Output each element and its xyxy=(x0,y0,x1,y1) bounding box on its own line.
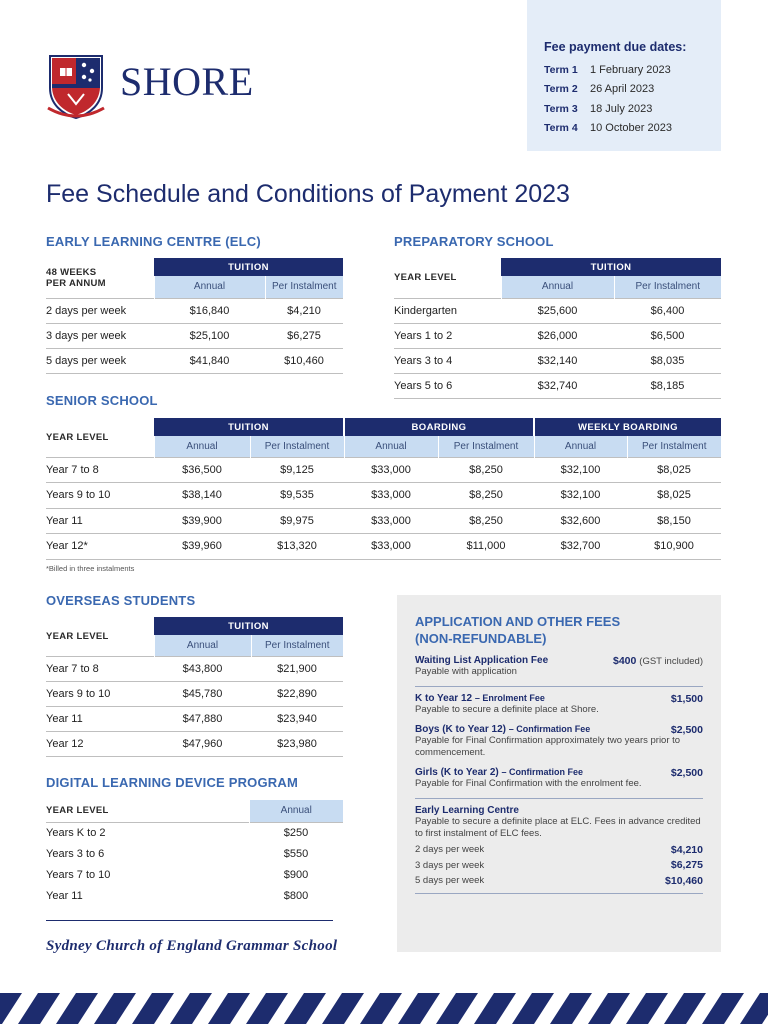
stripe xyxy=(474,993,516,1024)
annual-value: $32,140 xyxy=(501,348,614,373)
col-annual: Annual xyxy=(154,436,250,457)
table-row xyxy=(46,822,343,843)
col-annual: Annual xyxy=(249,800,343,822)
table-row xyxy=(46,323,343,348)
boarding-annual: $33,000 xyxy=(344,483,438,509)
due-dates-title: Fee payment due dates: xyxy=(544,40,687,54)
divider xyxy=(415,893,703,894)
instalment-value: $10,460 xyxy=(265,348,343,373)
application-fees-panel xyxy=(397,595,721,952)
annual-value: $250 xyxy=(249,822,343,843)
annual-value: $43,800 xyxy=(154,656,251,681)
table-row xyxy=(46,843,343,864)
digital-rowhead: YEAR LEVEL xyxy=(46,805,109,817)
stripe xyxy=(398,993,440,1024)
amount-value: $400 xyxy=(613,655,637,667)
decorative-stripes xyxy=(0,993,768,1024)
annual-value: $25,100 xyxy=(154,323,265,348)
fee-name xyxy=(415,767,703,778)
table-row xyxy=(46,681,343,706)
row-label: 5 days per week xyxy=(46,348,154,373)
col-per-instalment: Per Instalment xyxy=(627,436,721,457)
table-row xyxy=(46,457,721,483)
prep-heading: PREPARATORY SCHOOL xyxy=(394,234,554,249)
col-per-instalment: Per Instalment xyxy=(265,276,343,298)
tuition-annual: $36,500 xyxy=(154,457,250,483)
row-label: Year 12 xyxy=(46,731,154,756)
tuition-annual: $39,900 xyxy=(154,508,250,534)
boarding-instalment: $8,250 xyxy=(438,508,534,534)
row-label: Kindergarten xyxy=(394,298,501,323)
brand-name: SHORE xyxy=(120,59,254,104)
instalment-value: $8,185 xyxy=(614,373,721,398)
elc-fee-row xyxy=(415,842,703,858)
fee-title: Girls (K to Year 2) xyxy=(415,767,499,778)
elc-fee-row xyxy=(415,858,703,874)
rowhead-line: 48 WEEKS xyxy=(46,266,97,278)
stripe xyxy=(360,993,402,1024)
stripe xyxy=(208,993,250,1024)
overseas-fee-table xyxy=(46,617,343,757)
table-row xyxy=(46,885,343,906)
fee-description: Payable with application xyxy=(415,666,517,677)
row-label: Years 9 to 10 xyxy=(46,483,154,509)
row-label: 3 days per week xyxy=(415,859,485,871)
fee-amount: $1,500 xyxy=(670,693,703,705)
instalment-value: $4,210 xyxy=(265,298,343,323)
instalment-value: $23,940 xyxy=(251,706,343,731)
term-label: Term 1 xyxy=(544,63,578,76)
divider xyxy=(46,920,333,921)
senior-footnote: *Billed in three instalments xyxy=(46,564,135,573)
row-label: 2 days per week xyxy=(415,844,485,856)
fee-amount: $2,500 xyxy=(670,724,703,736)
instalment-value: $23,980 xyxy=(251,731,343,756)
col-per-instalment: Per Instalment xyxy=(614,276,721,298)
waiting-list-fee xyxy=(415,655,703,678)
fee-name: Early Learning Centre xyxy=(415,805,519,816)
tuition-band: TUITION xyxy=(154,418,344,436)
stripe xyxy=(740,993,768,1024)
row-label: 2 days per week xyxy=(46,298,154,323)
tuition-instalment: $9,535 xyxy=(250,483,344,509)
instalment-value: $6,400 xyxy=(614,298,721,323)
col-annual: Annual xyxy=(154,276,265,298)
fee-name: Waiting List Application Fee xyxy=(415,655,549,666)
stripe xyxy=(246,993,288,1024)
row-label: Years 5 to 6 xyxy=(394,373,501,398)
due-date-row xyxy=(544,60,721,80)
table-row xyxy=(394,348,721,373)
col-annual: Annual xyxy=(154,635,251,656)
elc-heading: EARLY LEARNING CENTRE (ELC) xyxy=(46,234,261,249)
annual-value: $25,600 xyxy=(501,298,614,323)
row-label: Years K to 2 xyxy=(46,822,249,843)
weekly-instalment: $8,025 xyxy=(627,483,721,509)
row-label: 3 days per week xyxy=(46,323,154,348)
stripe xyxy=(550,993,592,1024)
col-per-instalment: Per Instalment xyxy=(250,436,344,457)
weekly-annual: $32,700 xyxy=(534,534,627,560)
prep-fee-table xyxy=(394,258,721,399)
term-date: 1 February 2023 xyxy=(590,63,671,76)
annual-value: $900 xyxy=(283,868,309,881)
prep-rowhead: YEAR LEVEL xyxy=(394,272,457,284)
tuition-band: TUITION xyxy=(154,617,343,635)
stripe xyxy=(0,993,22,1024)
weekly-annual: $32,600 xyxy=(534,508,627,534)
boarding-instalment: $11,000 xyxy=(438,534,534,560)
heading-line: APPLICATION AND OTHER FEES xyxy=(415,614,621,629)
tuition-annual: $39,960 xyxy=(154,534,250,560)
instalment-value: $21,900 xyxy=(251,656,343,681)
due-date-row xyxy=(544,99,721,119)
weekly-instalment: $10,900 xyxy=(627,534,721,560)
col-annual: Annual xyxy=(344,436,438,457)
school-crest-icon xyxy=(46,52,106,120)
digital-fee-table xyxy=(46,800,343,906)
due-date-row xyxy=(544,80,721,100)
row-label: Years 9 to 10 xyxy=(46,681,154,706)
digital-heading: DIGITAL LEARNING DEVICE PROGRAM xyxy=(46,775,299,790)
row-label: Year 12* xyxy=(46,534,154,560)
stripe xyxy=(18,993,60,1024)
weekly-annual: $32,100 xyxy=(534,457,627,483)
annual-value: $41,840 xyxy=(154,348,265,373)
elc-application-fee xyxy=(415,805,703,889)
fee-kind: – Enrolment Fee xyxy=(474,693,545,703)
tuition-instalment: $9,975 xyxy=(250,508,344,534)
enrolment-fee xyxy=(415,693,703,716)
table-row xyxy=(46,864,343,885)
senior-fee-table xyxy=(46,418,721,560)
term-label: Term 2 xyxy=(544,83,578,96)
row-label: Years 1 to 2 xyxy=(394,323,501,348)
term-date: 10 October 2023 xyxy=(590,122,672,135)
annual-value: $550 xyxy=(283,847,309,860)
table-row xyxy=(46,508,721,534)
application-fees-heading xyxy=(415,613,703,647)
tuition-instalment: $13,320 xyxy=(250,534,344,560)
annual-value: $47,880 xyxy=(154,706,251,731)
stripe xyxy=(284,993,326,1024)
col-per-instalment: Per Instalment xyxy=(438,436,534,457)
weekly-instalment: $8,150 xyxy=(627,508,721,534)
boarding-instalment: $8,250 xyxy=(438,457,534,483)
table-row xyxy=(46,298,343,323)
school-name: Sydney Church of England Grammar School xyxy=(46,938,338,954)
stripe xyxy=(170,993,212,1024)
table-row xyxy=(46,731,343,756)
elc-fee-row xyxy=(415,873,703,889)
row-label: Year 7 to 8 xyxy=(46,656,154,681)
weekly-annual: $32,100 xyxy=(534,483,627,509)
tuition-band: TUITION xyxy=(501,258,721,276)
stripe xyxy=(588,993,630,1024)
annual-value: $26,000 xyxy=(501,323,614,348)
due-dates-panel xyxy=(527,0,721,151)
elc-rowhead xyxy=(46,258,154,298)
annual-value: $47,960 xyxy=(154,731,251,756)
divider xyxy=(415,798,703,799)
fee-description: Payable to secure a definite place at Shore. xyxy=(415,704,599,715)
tuition-band: TUITION xyxy=(154,258,343,276)
instalment-value: $8,035 xyxy=(614,348,721,373)
boarding-instalment: $8,250 xyxy=(438,483,534,509)
overseas-rowhead: YEAR LEVEL xyxy=(46,630,109,642)
boarding-band: BOARDING xyxy=(344,418,534,436)
table-row xyxy=(394,323,721,348)
table-row xyxy=(46,706,343,731)
col-per-instalment: Per Instalment xyxy=(251,635,343,656)
row-label: Years 3 to 6 xyxy=(46,847,105,860)
row-value: $6,275 xyxy=(670,859,703,872)
table-row xyxy=(394,298,721,323)
row-label: Year 11 xyxy=(46,706,154,731)
table-row xyxy=(46,534,721,560)
row-label: Year 11 xyxy=(46,889,83,902)
stripe xyxy=(94,993,136,1024)
annual-value: $800 xyxy=(283,889,309,902)
stripe xyxy=(512,993,554,1024)
boys-confirmation-fee xyxy=(415,724,703,759)
table-row xyxy=(46,348,343,373)
instalment-value: $22,890 xyxy=(251,681,343,706)
fee-title: Boys (K to Year 12) xyxy=(415,724,506,735)
row-label: 5 days per week xyxy=(415,875,485,887)
row-value: $4,210 xyxy=(670,843,703,856)
weekly-instalment: $8,025 xyxy=(627,457,721,483)
amount-note: (GST included) xyxy=(639,656,703,667)
row-value: $10,460 xyxy=(665,874,703,887)
instalment-value: $6,500 xyxy=(614,323,721,348)
fee-amount xyxy=(613,655,703,667)
fee-name xyxy=(415,693,703,704)
fee-title: K to Year 12 xyxy=(415,693,473,704)
stripe xyxy=(132,993,174,1024)
tuition-instalment: $9,125 xyxy=(250,457,344,483)
stripe xyxy=(626,993,668,1024)
annual-value: $45,780 xyxy=(154,681,251,706)
divider xyxy=(415,686,703,687)
fee-name xyxy=(415,724,703,735)
fee-kind: – Confirmation Fee xyxy=(501,767,584,777)
rowhead-line: PER ANNUM xyxy=(46,277,106,289)
table-row xyxy=(46,656,343,681)
row-label: Year 7 to 8 xyxy=(46,457,154,483)
stripe xyxy=(322,993,364,1024)
overseas-heading: OVERSEAS STUDENTS xyxy=(46,593,196,608)
girls-confirmation-fee xyxy=(415,767,703,790)
table-row xyxy=(46,483,721,509)
row-label: Year 11 xyxy=(46,508,154,534)
boarding-annual: $33,000 xyxy=(344,508,438,534)
table-row xyxy=(394,373,721,398)
boarding-annual: $33,000 xyxy=(344,534,438,560)
fee-description: Payable for Final Confirmation approximately two years prior to commencement. xyxy=(415,735,681,758)
term-label: Term 4 xyxy=(544,122,578,135)
senior-heading: SENIOR SCHOOL xyxy=(46,393,158,408)
due-date-row xyxy=(544,119,721,139)
instalment-value: $6,275 xyxy=(265,323,343,348)
term-date: 18 July 2023 xyxy=(590,102,653,115)
term-date: 26 April 2023 xyxy=(590,83,655,96)
stripe xyxy=(56,993,98,1024)
stripe xyxy=(436,993,478,1024)
annual-value: $16,840 xyxy=(154,298,265,323)
page-title: Fee Schedule and Conditions of Payment 2023 xyxy=(46,180,570,208)
heading-line: (NON-REFUNDABLE) xyxy=(415,631,547,646)
fee-amount: $2,500 xyxy=(670,767,703,779)
annual-value: $32,740 xyxy=(501,373,614,398)
row-label: Years 7 to 10 xyxy=(46,868,111,881)
stripe xyxy=(664,993,706,1024)
row-label: Years 3 to 4 xyxy=(394,348,501,373)
stripe xyxy=(702,993,744,1024)
fee-kind: – Confirmation Fee xyxy=(508,724,591,734)
senior-rowhead: YEAR LEVEL xyxy=(46,431,109,443)
weekly-boarding-band: WEEKLY BOARDING xyxy=(534,418,721,436)
fee-description: Payable for Final Confirmation with the enrolment fee. xyxy=(415,778,642,789)
col-annual: Annual xyxy=(501,276,614,298)
elc-fee-table xyxy=(46,258,343,374)
boarding-annual: $33,000 xyxy=(344,457,438,483)
term-label: Term 3 xyxy=(544,102,578,115)
fee-description: Payable to secure a definite place at ELC. Fees in advance credited to first instalment of ELC fees. xyxy=(415,816,701,839)
tuition-annual: $38,140 xyxy=(154,483,250,509)
col-annual: Annual xyxy=(534,436,627,457)
